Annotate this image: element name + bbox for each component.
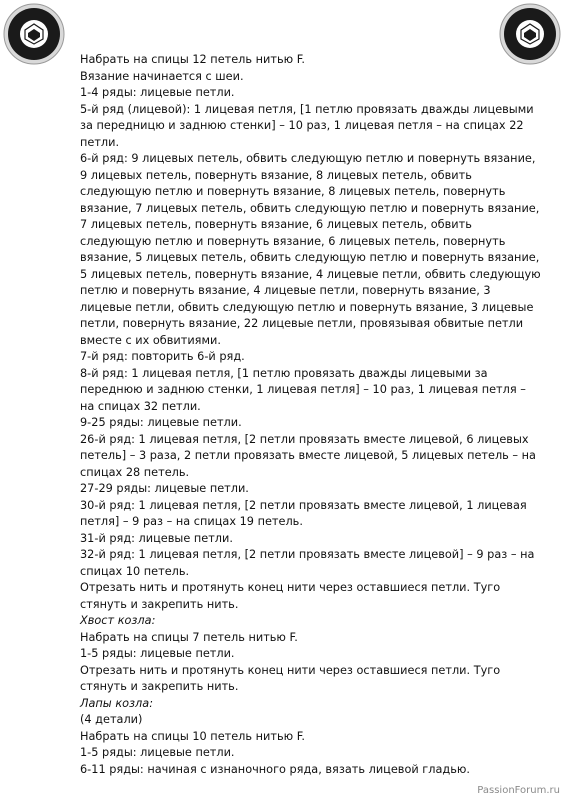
paragraph: Отрезать нить и протянуть конец нити через оставшиеся петли. Туго стянуть и закрепить нить.	[80, 663, 501, 693]
paragraph: 7-й ряд: повторить 6-й ряд.	[80, 350, 245, 363]
paragraph: 6-й ряд: 9 лицевых петель, обвить следующую петлю и повернуть вязание, 9 лицевых петель, повернуть вязание, 8 лицевых петель, обвить следующую петлю и повернуть вязание, 8 лицевых петель, повернуть вязание, 7 лицевых петель, обвить следующую петлю и повернуть вязание, 7 лицевых петель, повернуть вязание, 6 лицевых петель, обвить следующую петлю и повернуть вязание, 6 лицевых петель, повернуть вязание, 5 лицевых петель, обвить следующую петлю и повернуть вязание, 5 лицевых петель, повернуть вязание, 4 лицевые петли, обвить следующую петлю и повернуть вязание, 4 лицевые петли, повернуть вязание, 3 лицевые петли, обвить следующую петлю и повернуть вязание, 3 лицевые петли, повернуть вязание, 22 лицевые петли, провязывая обвитые петли вместе с их обвитиями.	[80, 152, 541, 347]
paragraph: 31-й ряд: лицевые петли.	[80, 531, 233, 545]
paragraph: 6-11 ряды: начиная с изнаночного ряда, вязать лицевой гладью.	[80, 762, 470, 776]
paragraph: 27-29 ряды: лицевые петли.	[80, 482, 249, 495]
paragraph: 1-5 ряды: лицевые петли.	[80, 746, 235, 759]
paragraph: 9-25 ряды: лицевые петли.	[80, 416, 242, 429]
paragraph: (4 детали)	[80, 713, 143, 726]
paragraph: 1-4 ряды: лицевые петли.	[80, 86, 235, 99]
paragraph: 5-й ряд (лицевой): 1 лицевая петля, [1 петлю провязать дважды лицевыми за передницю и заднюю стенки] – 10 раз, 1 лицевая петля – на спицах 22 петли.	[80, 102, 534, 149]
paragraph: Вязание начинается с шеи.	[80, 69, 244, 83]
paragraph: Набрать на спицы 10 петель нитью F.	[80, 729, 305, 743]
section-heading: Лапы козла:	[80, 696, 154, 710]
paragraph: Набрать на спицы 12 петель нитью F.	[80, 53, 305, 66]
pdf-change-viewer-badge-left[interactable]	[3, 3, 65, 65]
paragraph: Отрезать нить и протянуть конец нити через оставшиеся петли. Туго стянуть и закрепить нить.	[80, 581, 501, 611]
paragraph: 32-й ряд: 1 лицевая петля, [2 петли провязать вместе лицевой] – 9 раз – на спицах 10 петель.	[80, 548, 535, 578]
paragraph: 8-й ряд: 1 лицевая петля, [1 петлю провязать дважды лицевыми за переднюю и заднюю стенки, 1 лицевая петля] – 10 раз, 1 лицевая петля – на спицах 32 петли.	[80, 366, 526, 413]
paragraph: 26-й ряд: 1 лицевая петля, [2 петли провязать вместе лицевой, 6 лицевых петель] – 3 раза, 2 петли провязать вместе лицевой, 5 лицевых петель – на спицах 28 петель.	[80, 432, 536, 479]
document-body	[80, 52, 542, 778]
section-heading: Хвост козла:	[80, 614, 156, 627]
paragraph: 1-5 ряды: лицевые петли.	[80, 647, 235, 660]
badge-logo-icon	[3, 3, 65, 65]
paragraph: Набрать на спицы 7 петель нитью F.	[80, 630, 298, 644]
watermark: PassionForum.ru	[477, 785, 560, 796]
paragraph: 30-й ряд: 1 лицевая петля, [2 петли провязать вместе лицевой, 1 лицевая петля] – 9 раз – на спицах 19 петель.	[80, 498, 527, 528]
